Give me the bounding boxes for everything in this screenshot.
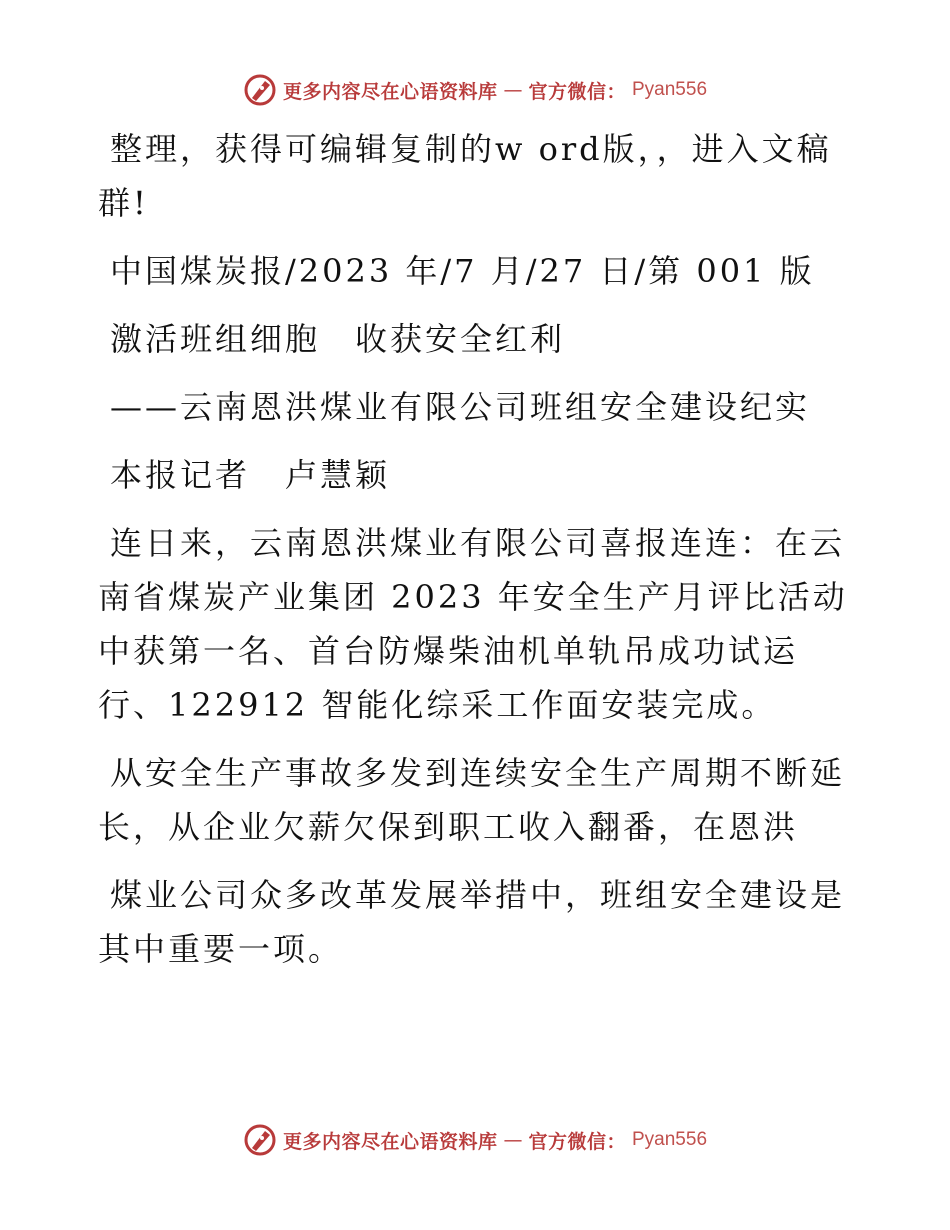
header-watermark-banner [0,70,950,110]
wechat-id: Pyan556 [632,79,708,100]
watermark-separator: — [503,79,523,101]
pen-nib-logo-icon [243,73,277,107]
article-title: 激活班组细胞 收获安全红利 [110,320,566,358]
article-subtitle: ——云南恩洪煤业有限公司班组安全建设纪实 [110,388,811,426]
watermark-separator: — [503,1129,523,1151]
body-paragraph: 连日来，云南恩洪煤业有限公司喜报连连：在云南省煤炭产业集团 2023 年安全生产月评比活动中获第一名、首台防爆柴油机单轨吊成功试运行、122912 智能化综采工作面安装完成。 [98,524,848,724]
document-body [98,122,858,990]
wechat-label: 官方微信： [528,1130,626,1153]
byline: 本报记者 卢慧颖 [110,456,391,494]
body-paragraph: 煤业公司众多改革发展举措中，班组安全建设是其中重要一项。 [98,876,846,968]
intro-paragraph: 整理，获得可编辑复制的w ord版，，进入文稿群! [98,130,832,222]
watermark-text: 更多内容尽在心语资料库 [282,80,498,103]
wechat-id: Pyan556 [632,1129,708,1150]
pen-nib-logo-icon [243,1123,277,1157]
footer-watermark-banner [0,1120,950,1160]
source-line: 中国煤炭报/2023 年/7 月/27 日/第 001 版 [110,252,815,290]
wechat-label: 官方微信： [528,80,626,103]
watermark-text: 更多内容尽在心语资料库 [282,1130,498,1153]
body-paragraph: 从安全生产事故多发到连续安全生产周期不断延长，从企业欠薪欠保到职工收入翻番，在恩洪 [98,754,846,846]
